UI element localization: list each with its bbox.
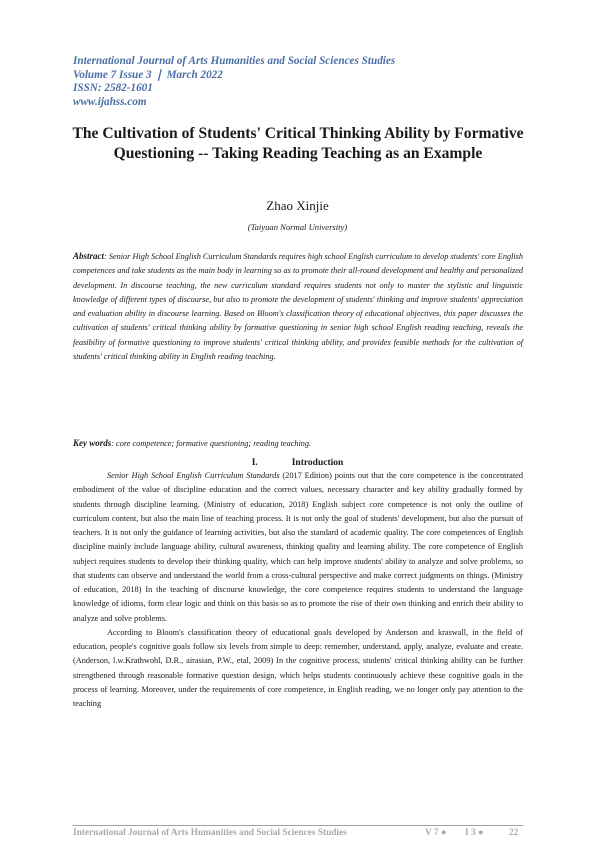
footer-issue: I 3 ● [465, 828, 484, 838]
journal-name: International Journal of Arts Humanities and Social Sciences Studies [73, 55, 396, 67]
footer-rule [73, 825, 523, 826]
abstract [73, 249, 523, 364]
abstract-label: Abstract [73, 251, 105, 261]
section-title: Introduction [291, 458, 344, 468]
abstract-text: : Senior High School English Curriculum Standards requires high school English curriculum to develop students' core English competences and take students as the main body in learning so as to promote their all-round development and healthy and personalized development. In discourse teaching, the new curriculum standard requires students not only to master the stylistic and linguistic knowledge of different types of discourse, but also to promote the development of students' thinking and improve students' appreciation and evaluation ability in discourse learning. Based on Bloom's classification theory of educational objectives, this paper discusses the cultivation of students' critical thinking ability by formative questioning in senior high school English reading teaching, reveals the feasibility of formative questioning to improve students' critical thinking ability, and provides feasible methods for the cultivation of students' critical thinking ability in English reading teaching. [73, 252, 523, 362]
keywords-label: Key words [73, 438, 112, 448]
section-number: I. [251, 458, 258, 468]
paragraph-text: (2017 Edition) points out that the core competence is the concentrated embodiment of the value of discipline education and the correct values, necessary character and key ability gradually formed by students through discipline learning. (Ministry of education, 2018) English subject core competence is not only the outline of curriculum content, but also the main line of teaching process. It is not only the goal of students' development, but also the pursuit of teachers. It is not only the guidance of learning activities, but also the standard of academic quality. The core competences of English discipline mainly include language ability, cultural awareness, thinking quality and learning ability. The core competence of English subject requires students to develop their thinking quality, which can help improve students' ability to analyze and solve problems, so that students can observe and understand the world from a cross-cultural perspective and make correct judgments on things. (Ministry of education, 2018) In the teaching of discourse knowledge, the core competence requires students to understand the language knowledge of idioms, form clear logic and think on this basis so as to promote the rise of their own thinking and enrich their ability to analyze and solve problems. [73, 471, 523, 623]
section-heading [0, 457, 595, 469]
issn: ISSN: 2582-1601 [73, 82, 153, 95]
keywords-text: : core competence; formative questioning; reading teaching. [111, 439, 312, 448]
author-affiliation: (Taiyuan Normal University) [247, 222, 348, 232]
journal-website[interactable]: www.ijahss.com [73, 95, 147, 108]
footer-volume: V 7 ● [425, 828, 447, 838]
paragraph: According to Bloom's classification theory of educational goals developed by Anderson and kraswall, in the field of education, people's cognitive goals follow six levels from simple to deep: remember, understand, apply, analyze, evaluate and create. (Anderson, l.w.Krathwohl, D.R., airasian, P.W., etal, 2009) In the cognitive process, students' critical thinking ability can be further strengthened through reasonable formative question design, which helps students continuously achieve these cognitive goals in the process of learning. Moreover, under the requirements of core competence, in English reading, we no longer only pay attention to the teaching [73, 627, 523, 708]
footer-journal-name: International Journal of Arts Humanities and Social Sciences Studies [73, 828, 347, 838]
journal-header [73, 55, 523, 109]
cited-title: Senior High School English Curriculum Standards [107, 471, 280, 480]
article-title: The Cultivation of Students' Critical Thinking Ability by Formative Questioning -- Taking Reading Teaching as an Example [72, 125, 524, 162]
paragraph [73, 469, 523, 626]
body-text [73, 469, 523, 711]
page-number: 22 [509, 828, 519, 838]
keywords [73, 437, 523, 450]
page-footer [73, 828, 523, 840]
author-name: Zhao Xinjie [266, 198, 329, 213]
volume-issue: Volume 7 Issue 3 ❘ March 2022 [73, 68, 223, 81]
